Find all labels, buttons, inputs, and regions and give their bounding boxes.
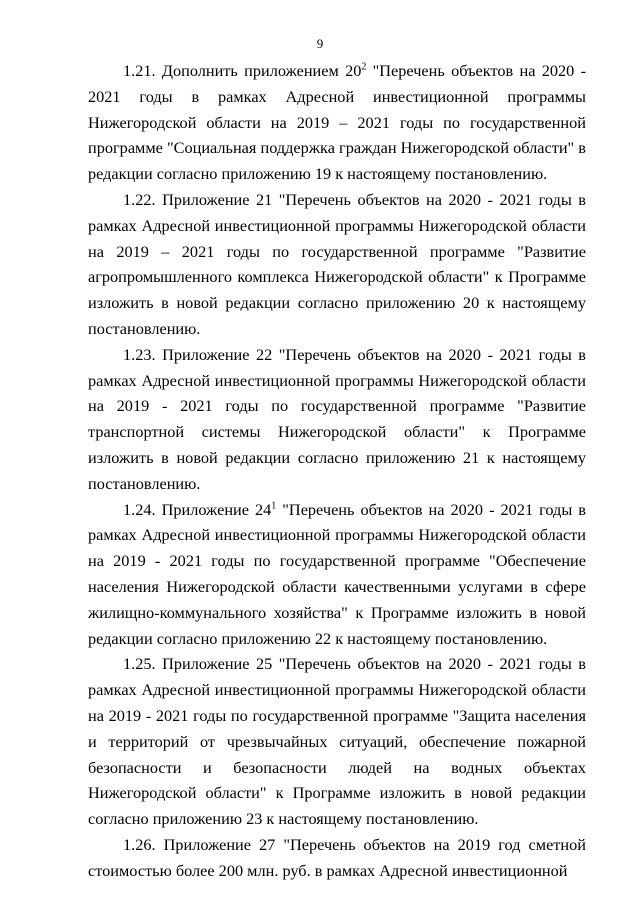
superscript: 2	[361, 61, 367, 73]
paragraph-text-continued: "Перечень объектов на 2020 - 2021 годы в рамках Адресной инвестиционной программы Нижегородской области на 2019 – 2021 годы по государственной программе "Социальная поддержка граждан Нижегородской области" в редакции согласно приложению 19 к настоящему постановлению.	[88, 61, 586, 184]
paragraph-1-21	[88, 58, 586, 187]
paragraph-1-24	[88, 497, 586, 652]
paragraph-1-26	[88, 832, 586, 884]
paragraph-1-22	[88, 187, 586, 342]
paragraph-text: 1.22. Приложение 21 "Перечень объектов на 2020 - 2021 годы в рамках Адресной инвестиционной программы Нижегородской области на 2019 – 2021 годы по государственной программе "Развитие агропромышленного комплекса Нижегородской области" к Программе изложить в новой редакции согласно приложению 20 к настоящему постановлению.	[88, 189, 586, 338]
paragraph-text: 1.21. Дополнить приложением 20	[123, 61, 362, 80]
paragraph-text: 1.24. Приложение 24	[123, 499, 272, 519]
paragraph-text: 1.23. Приложение 22 "Перечень объектов на 2020 - 2021 годы в рамках Адресной инвестиционной программы Нижегородской области на 2019 - 2021 годы по государственной программе "Развитие транспортной системы Нижегородской области" к Программе изложить в новой редакции согласно приложению 21 к настоящему постановлению.	[88, 344, 586, 493]
paragraph-text: 1.26. Приложение 27 "Перечень объектов на 2019 год сметной стоимостью более 200 млн. руб. в рамках Адресной инвестиционной	[88, 834, 586, 880]
paragraph-1-25	[88, 651, 586, 832]
paragraph-1-23	[88, 342, 586, 497]
document-body	[88, 58, 586, 884]
paragraph-text: 1.25. Приложение 25 "Перечень объектов на 2020 - 2021 годы в рамках Адресной инвестиционной программы Нижегородской области на 2019 - 2021 годы по государственной программе "Защита населения и территорий от чрезвычайных ситуаций, обеспечение пожарной безопасности и безопасности людей на водных объектах Нижегородской области" к Программе изложить в новой редакции согласно приложению 23 к настоящему постановлению.	[88, 654, 586, 829]
paragraph-text-continued: "Перечень объектов на 2020 - 2021 годы в рамках Адресной инвестиционной программы Нижегородской области на 2019 - 2021 годы по государственной программе "Обеспечение населения Нижегородской области качественными услугами в сфере жилищно-коммунального хозяйства" к Программе изложить в новой редакции согласно приложению 22 к настоящему постановлению.	[88, 499, 586, 648]
superscript: 1	[271, 500, 277, 512]
page-number: 9	[316, 36, 324, 51]
